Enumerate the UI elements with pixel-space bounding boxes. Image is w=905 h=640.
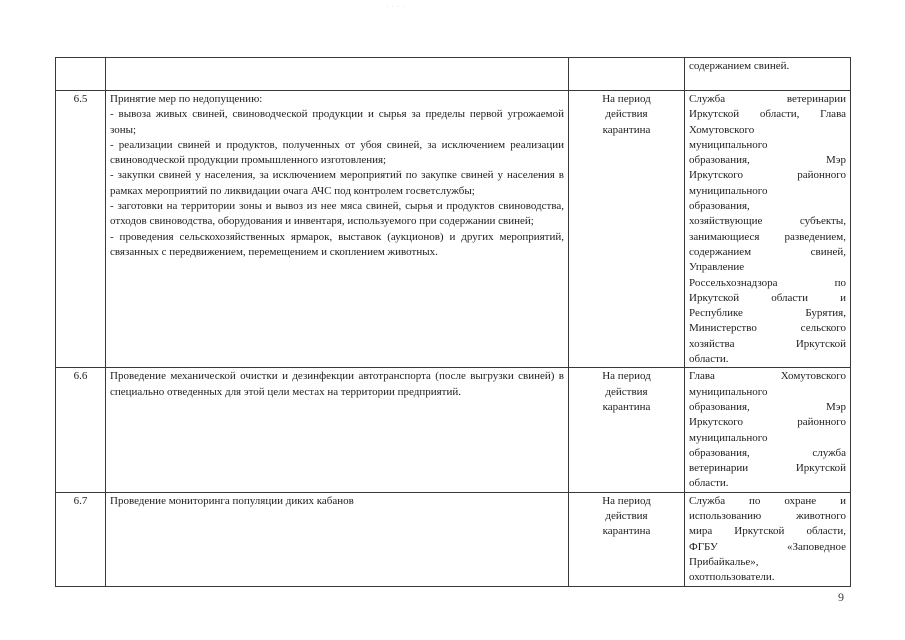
responsible-text: Республике Бурятия, bbox=[689, 307, 846, 320]
period-cell bbox=[569, 492, 685, 586]
responsible-text: Иркутской области и bbox=[689, 291, 846, 304]
responsible-text: муниципального bbox=[689, 385, 768, 398]
responsible-cell bbox=[685, 58, 851, 91]
row-number-cell: 6.7 bbox=[56, 492, 106, 586]
responsible-text: муниципального bbox=[689, 138, 768, 151]
period-text: действия bbox=[605, 108, 648, 121]
responsible-text: охотпользователи. bbox=[689, 571, 775, 584]
responsible-text: Хомутовского bbox=[689, 123, 755, 136]
responsible-text: содержанием свиней. bbox=[689, 60, 790, 72]
period-text: действия bbox=[605, 385, 648, 398]
measure-cell bbox=[106, 368, 569, 492]
measure-text: - проведения сельскохозяйственных ярмарок, выставок (аукционов) и других мероприятий, связанных с передвижением, перемещением и скоплением животных. bbox=[110, 230, 564, 258]
table-row bbox=[56, 58, 851, 91]
responsible-text: Управление bbox=[689, 261, 745, 274]
responsible-text: муниципального bbox=[689, 431, 768, 444]
responsible-text: Иркутского районного bbox=[689, 416, 846, 429]
measure-text: - заготовки на территории зоны и вывоз из нее мяса свиней, сырья и продуктов свиноводства, отходов свиноводства, оборудования и инвентаря, используемого при содержании свиней; bbox=[110, 200, 564, 228]
table-row bbox=[56, 368, 851, 492]
responsible-cell bbox=[685, 368, 851, 492]
period-text: карантина bbox=[602, 525, 651, 538]
header-mark: · · · · bbox=[386, 4, 406, 10]
measure-text: Принятие мер по недопущению: bbox=[110, 93, 263, 105]
measure-text: - вывоза живых свиней, свиноводческой продукции и сырья за пределы первой угрожаемой зоны; bbox=[110, 108, 564, 136]
measures-table-body bbox=[56, 58, 851, 587]
table-row bbox=[56, 91, 851, 368]
responsible-text: Иркутской области, Глава bbox=[689, 108, 846, 121]
responsible-text: Служба ветеринарии bbox=[689, 93, 846, 105]
period-cell bbox=[569, 368, 685, 492]
period-text: На период bbox=[602, 494, 651, 507]
responsible-text: области. bbox=[689, 353, 729, 366]
responsible-text: образования, служба bbox=[689, 446, 846, 459]
responsible-text: Прибайкалье», bbox=[689, 555, 759, 568]
measure-text: Проведение мониторинга популяции диких кабанов bbox=[110, 494, 354, 507]
responsible-text: области. bbox=[689, 477, 729, 490]
responsible-text: занимающиеся разведением, bbox=[689, 230, 846, 243]
page-number: 9 bbox=[838, 590, 844, 604]
responsible-text: образования, Мэр bbox=[689, 400, 846, 413]
responsible-text: использованию животного bbox=[689, 510, 846, 523]
responsible-text: муниципального bbox=[689, 184, 768, 197]
responsible-text: хозяйствующие субъекты, bbox=[689, 215, 846, 228]
responsible-text: мира Иркутской области, bbox=[689, 525, 846, 538]
responsible-text: Россельхознадзора по bbox=[689, 276, 846, 289]
responsible-cell bbox=[685, 91, 851, 368]
responsible-text: Служба по охране и bbox=[689, 494, 846, 507]
measure-cell bbox=[106, 492, 569, 586]
responsible-text: образования, Мэр bbox=[689, 154, 846, 167]
period-cell bbox=[569, 58, 685, 91]
row-number-cell: 6.5 bbox=[56, 91, 106, 368]
period-text: действия bbox=[605, 510, 648, 523]
row-number-cell: 6.6 bbox=[56, 368, 106, 492]
row-number-cell bbox=[56, 58, 106, 91]
period-text: карантина bbox=[602, 400, 651, 413]
measure-text: Проведение механической очистки и дезинфекции автотранспорта (после выгрузки свиней) в специально отведенных для этой цели местах на территории предприятий. bbox=[110, 370, 564, 398]
responsible-text: Глава Хомутовского bbox=[689, 370, 846, 383]
period-text: карантина bbox=[602, 123, 651, 136]
responsible-text: содержанием свиней, bbox=[689, 245, 846, 258]
period-text: На период bbox=[602, 93, 651, 105]
responsible-text: ветеринарии Иркутской bbox=[689, 462, 846, 475]
measure-text: - реализации свиней и продуктов, полученных от убоя свиней, за исключением реализации свиноводческой продукции промышленного изготовления; bbox=[110, 138, 564, 167]
table-row bbox=[56, 492, 851, 586]
responsible-text: ФГБУ «Заповедное bbox=[689, 540, 846, 553]
responsible-text: хозяйства Иркутской bbox=[689, 337, 846, 350]
responsible-cell bbox=[685, 492, 851, 586]
responsible-text: Министерство сельского bbox=[689, 322, 846, 335]
responsible-text: Иркутского районного bbox=[689, 169, 846, 182]
measure-cell bbox=[106, 58, 569, 91]
period-cell bbox=[569, 91, 685, 368]
measures-table bbox=[55, 57, 851, 587]
measure-text: - закупки свиней у населения, за исключением мероприятий по закупке свиней у населения в рамках мероприятий по ликвидации очага АЧС под контролем госветслужбы; bbox=[110, 169, 564, 197]
measure-cell bbox=[106, 91, 569, 368]
responsible-text: образования, bbox=[689, 200, 750, 213]
period-text: На период bbox=[602, 370, 651, 383]
